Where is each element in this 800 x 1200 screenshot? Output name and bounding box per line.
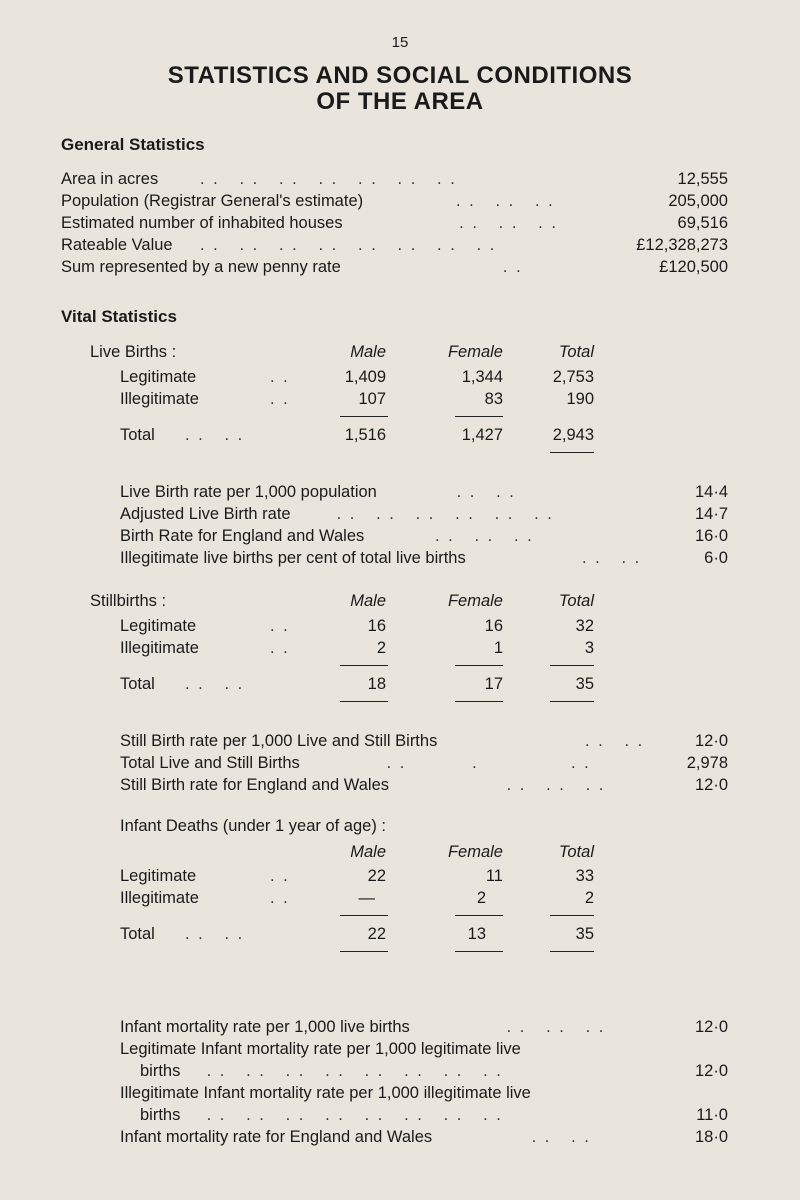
col-header-total: Total	[558, 843, 594, 861]
rate-value: 12·0	[694, 1018, 728, 1036]
rate-label: Infant mortality rate per 1,000 live births	[120, 1018, 410, 1036]
dot-leader: . . . . . .	[446, 214, 558, 232]
cell-male: 107	[358, 390, 386, 408]
table-row-label: Legitimate	[120, 867, 197, 885]
dot-leader: . . . . . .	[435, 527, 534, 545]
cell-grand-total: 2,943	[552, 426, 594, 444]
general-row-value: 205,000	[668, 192, 728, 210]
dot-leader: . . . . . . . . . . . .	[330, 505, 554, 523]
dot-leader: . . . . . . . . . . . . . . . .	[200, 1106, 503, 1124]
cell-male: —	[358, 889, 375, 907]
rate-label: Legitimate Infant mortality rate per 1,000 legitimate live	[120, 1040, 521, 1058]
cell-grand-total: 35	[575, 925, 594, 943]
rate-value: 16·0	[694, 527, 728, 545]
general-row-value: 12,555	[677, 170, 728, 188]
dot-leader: . . . .	[185, 925, 245, 943]
cell-male: 2	[376, 639, 386, 657]
cell-male-total: 18	[367, 675, 386, 693]
page-number: 15	[391, 34, 409, 51]
total-underline	[340, 951, 388, 952]
rate-label: Adjusted Live Birth rate	[120, 505, 291, 523]
rate-value: 12·0	[694, 776, 728, 794]
total-underline	[455, 701, 503, 702]
sum-rule	[455, 416, 503, 417]
col-header-female: Female	[447, 843, 503, 861]
general-row-label: Area in acres	[61, 170, 159, 188]
dot-leader: . . . .	[582, 549, 642, 567]
col-header-male: Male	[350, 843, 386, 861]
rate-label: Live Birth rate per 1,000 population	[120, 483, 377, 501]
dot-leader: . .	[270, 368, 290, 386]
general-statistics-heading: General Statistics	[61, 135, 205, 154]
cell-female: 1,344	[461, 368, 503, 386]
dot-leader: . .	[270, 889, 290, 907]
total-underline	[550, 452, 594, 453]
infant-deaths-title: Infant Deaths (under 1 year of age) :	[120, 817, 386, 835]
cell-total: 33	[575, 867, 594, 885]
table-total-label: Total	[120, 426, 155, 444]
rate-value: 6·0	[704, 549, 728, 567]
cell-female: 2	[476, 889, 486, 907]
rate-label-continued: births	[140, 1106, 181, 1124]
page-subtitle: OF THE AREA	[316, 88, 484, 115]
cell-male-total: 22	[367, 925, 386, 943]
rate-value: 18·0	[694, 1128, 728, 1146]
live-births-title: Live Births :	[90, 343, 177, 361]
dot-leader: . .	[470, 258, 523, 276]
rate-label: Total Live and Still Births	[120, 754, 300, 772]
table-total-label: Total	[120, 675, 155, 693]
table-row-label: Illegitimate	[120, 889, 199, 907]
general-row-label: Rateable Value	[61, 236, 173, 254]
general-row-label: Population (Registrar General's estimate)	[61, 192, 364, 210]
dot-leader: . . . .	[585, 732, 645, 750]
cell-total: 190	[566, 390, 594, 408]
dot-leader: . . . . .	[380, 754, 591, 772]
cell-male: 22	[367, 867, 386, 885]
dot-leader: . . . .	[185, 426, 245, 444]
rate-label: Illegitimate Infant mortality rate per 1,000 illegitimate live	[120, 1084, 531, 1102]
rate-label: Still Birth rate for England and Wales	[120, 776, 390, 794]
sum-rule	[340, 915, 388, 916]
total-underline	[550, 951, 594, 952]
cell-total: 32	[575, 617, 594, 635]
cell-female-total: 17	[484, 675, 503, 693]
rate-value: 2,978	[686, 754, 728, 772]
cell-grand-total: 35	[575, 675, 594, 693]
rate-label: Infant mortality rate for England and Wales	[120, 1128, 433, 1146]
dot-leader: . . . . . .	[500, 1018, 606, 1036]
rate-value: 12·0	[694, 732, 728, 750]
col-header-male: Male	[350, 592, 386, 610]
col-header-female: Female	[447, 592, 503, 610]
cell-total: 3	[584, 639, 594, 657]
general-row-value: 69,516	[677, 214, 728, 232]
dot-leader: . . . .	[525, 1128, 591, 1146]
dot-leader: . . . . . . . . . . . . . . . .	[200, 236, 497, 254]
page-title: STATISTICS AND SOCIAL CONDITIONS	[167, 62, 633, 89]
general-row-label: Estimated number of inhabited houses	[61, 214, 343, 232]
cell-male: 1,409	[344, 368, 386, 386]
rate-value: 14·4	[694, 483, 728, 501]
general-row-value: £120,500	[659, 258, 728, 276]
vital-statistics-heading: Vital Statistics	[61, 307, 177, 326]
cell-total: 2,753	[552, 368, 594, 386]
table-row-label: Legitimate	[120, 617, 197, 635]
table-total-label: Total	[120, 925, 155, 943]
rate-label: Illegitimate live births per cent of total live births	[120, 549, 466, 567]
rate-value: 11·0	[696, 1106, 728, 1124]
dot-leader: . . . . . . . . . . . . . .	[200, 170, 457, 188]
col-header-female: Female	[447, 343, 503, 361]
cell-female: 11	[485, 867, 503, 885]
sum-rule	[550, 915, 594, 916]
sum-rule	[455, 915, 503, 916]
dot-leader: . . . .	[450, 483, 516, 501]
cell-female-total: 1,427	[461, 426, 503, 444]
total-underline	[550, 701, 594, 702]
sum-rule	[340, 416, 388, 417]
cell-male: 16	[367, 617, 386, 635]
dot-leader: . . . . . . . . . . . . . . . .	[200, 1062, 503, 1080]
sum-rule	[455, 665, 503, 666]
table-row-label: Illegitimate	[120, 390, 199, 408]
dot-leader: . .	[270, 617, 290, 635]
rate-label: Birth Rate for England and Wales	[120, 527, 365, 545]
dot-leader: . . . .	[185, 675, 245, 693]
dot-leader: . . . . . .	[500, 776, 606, 794]
dot-leader: . . . . . .	[456, 192, 555, 210]
cell-female: 83	[484, 390, 503, 408]
table-row-label: Illegitimate	[120, 639, 199, 657]
cell-female: 16	[484, 617, 503, 635]
rate-label: Still Birth rate per 1,000 Live and Still Births	[120, 732, 438, 750]
cell-male-total: 1,516	[344, 426, 386, 444]
table-row-label: Legitimate	[120, 368, 197, 386]
col-header-male: Male	[350, 343, 386, 361]
cell-female-total: 13	[467, 925, 486, 943]
total-underline	[340, 701, 388, 702]
cell-female: 1	[493, 639, 503, 657]
sum-rule	[340, 665, 388, 666]
general-row-value: £12,328,273	[636, 236, 728, 254]
cell-total: 2	[584, 889, 594, 907]
sum-rule	[550, 665, 594, 666]
general-row-label: Sum represented by a new penny rate	[61, 258, 341, 276]
col-header-total: Total	[558, 592, 594, 610]
dot-leader: . .	[270, 390, 290, 408]
total-underline	[455, 951, 503, 952]
rate-value: 14·7	[694, 505, 728, 523]
col-header-total: Total	[558, 343, 594, 361]
dot-leader: . .	[270, 867, 290, 885]
rate-value: 12·0	[694, 1062, 728, 1080]
rate-label-continued: births	[140, 1062, 181, 1080]
stillbirths-title: Stillbirths :	[90, 592, 167, 610]
dot-leader: . .	[270, 639, 290, 657]
